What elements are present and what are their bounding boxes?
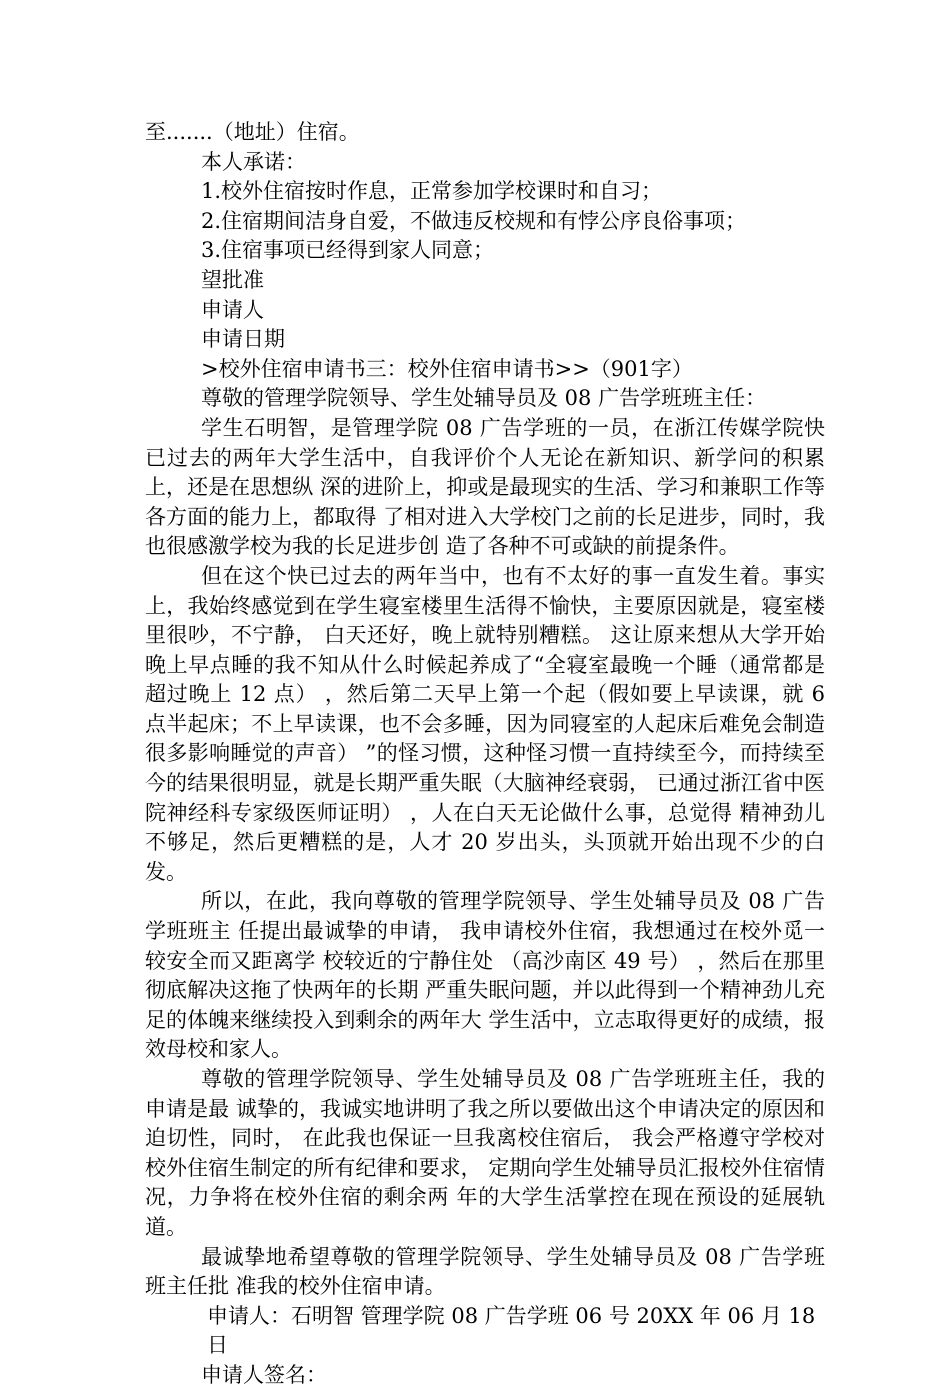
body-paragraph-4: 尊敬的管理学院领导、学生处辅导员及 08 广告学班班主任，我的申请是最 诚挚的，我诚实地讲明了我之所以要做出这个申请决定的原因和迫切性，同时， 在此我也保证一旦我离校住宿后， 我会严格遵守学校对校外住宿生制定的所有纪律和要求， 定期向学生处辅导员汇报校外住宿情况，力争将在校外住宿的剩余两 年的大学生活掌控在现在预设的延展轨道。 [145,1067,825,1239]
document-page [145,118,825,1391]
body-paragraph-2: 但在这个快已过去的两年当中，也有不太好的事一直发生着。事实上，我始终感觉到在学生寝室楼里生活得不愉快，主要原因就是，寝室楼里很吵，不宁静， 白天还好，晚上就特别糟糕。 这让原来想从大学开始晚上早点睡的我不知从什么时候起养成了“全寝室最晚一个睡（通常都是超过晚上 12 点） ，然后第二天早上第一个起（假如要上早读课，就 6 点半起床；不上早读课，也不会多睡，因为同寝室的人起床后难免会制造很多影响睡觉的声音） ”的怪习惯，这种怪习惯一直持续至今，而持续至今的结果很明显，就是长期严重失眠（大脑神经衰弱， 已通过浙江省中医院神经科专家级医师证明） ，人在白天无论做什么事，总觉得 精神劲儿不够足，然后更糟糕的是，人才 20 岁出头，头顶就开始出现不少的白 发。 [145,563,825,884]
date-label: 申请日期 [201,327,285,352]
applicant-label: 申请人 [201,297,264,322]
promise-item-1: 1.校外住宿按时作息，正常参加学校课时和自习； [201,179,663,204]
body-paragraph-3: 所以，在此，我向尊敬的管理学院领导、学生处辅导员及 08 广告学班班主 任提出最诚挚的申请， 我申请校外住宿，我想通过在校外觅一较安全而又距离学 校较近的宁静住处 （高沙南区 49 号） ，然后在那里彻底解决这拖了快两年的长期 严重失眠问题，并以此得到一个精神劲儿充足的体魄来继续投入到剩余的两年大 学生活中，立志取得更好的成绩，报效母校和家人。 [145,889,825,1062]
section-title: >校外住宿申请书三：校外住宿申请书>>（901字） [201,356,693,381]
promise-item-2: 2.住宿期间洁身自爱，不做违反校规和有悖公序良俗事项； [201,208,747,233]
promise-heading: 本人承诺： [201,149,306,174]
body-paragraph-1: 学生石明智，是管理学院 08 广告学班的一员，在浙江传媒学院快已过去的两年大学生活中，自我评价个人无论在新知识、新学问的积累上，还是在思想纵 深的进阶上，抑或是最现实的生活、学习和兼职工作等各方面的能力上，都取得 了相对进入大学校门之前的长足进步，同时，我也很感激学校为我的长足进步创 造了各种不可或缺的前提条件。 [145,415,825,559]
salutation: 尊敬的管理学院领导、学生处辅导员及 08 广告学班班主任： [201,386,767,411]
intro-line: 至.......（地址）住宿。 [145,120,360,144]
promise-item-3: 3.住宿事项已经得到家人同意； [201,238,495,263]
signature-label: 申请人签名： [201,1362,327,1387]
approval-request: 望批准 [201,267,264,292]
body-paragraph-5: 最诚挚地希望尊敬的管理学院领导、学生处辅导员及 08 广告学班班主任批 准我的校外住宿申请。 [145,1244,825,1299]
signature-info: 申请人：石明智 管理学院 08 广告学班 06 号 20XX 年 06 月 18 日 [207,1303,816,1358]
